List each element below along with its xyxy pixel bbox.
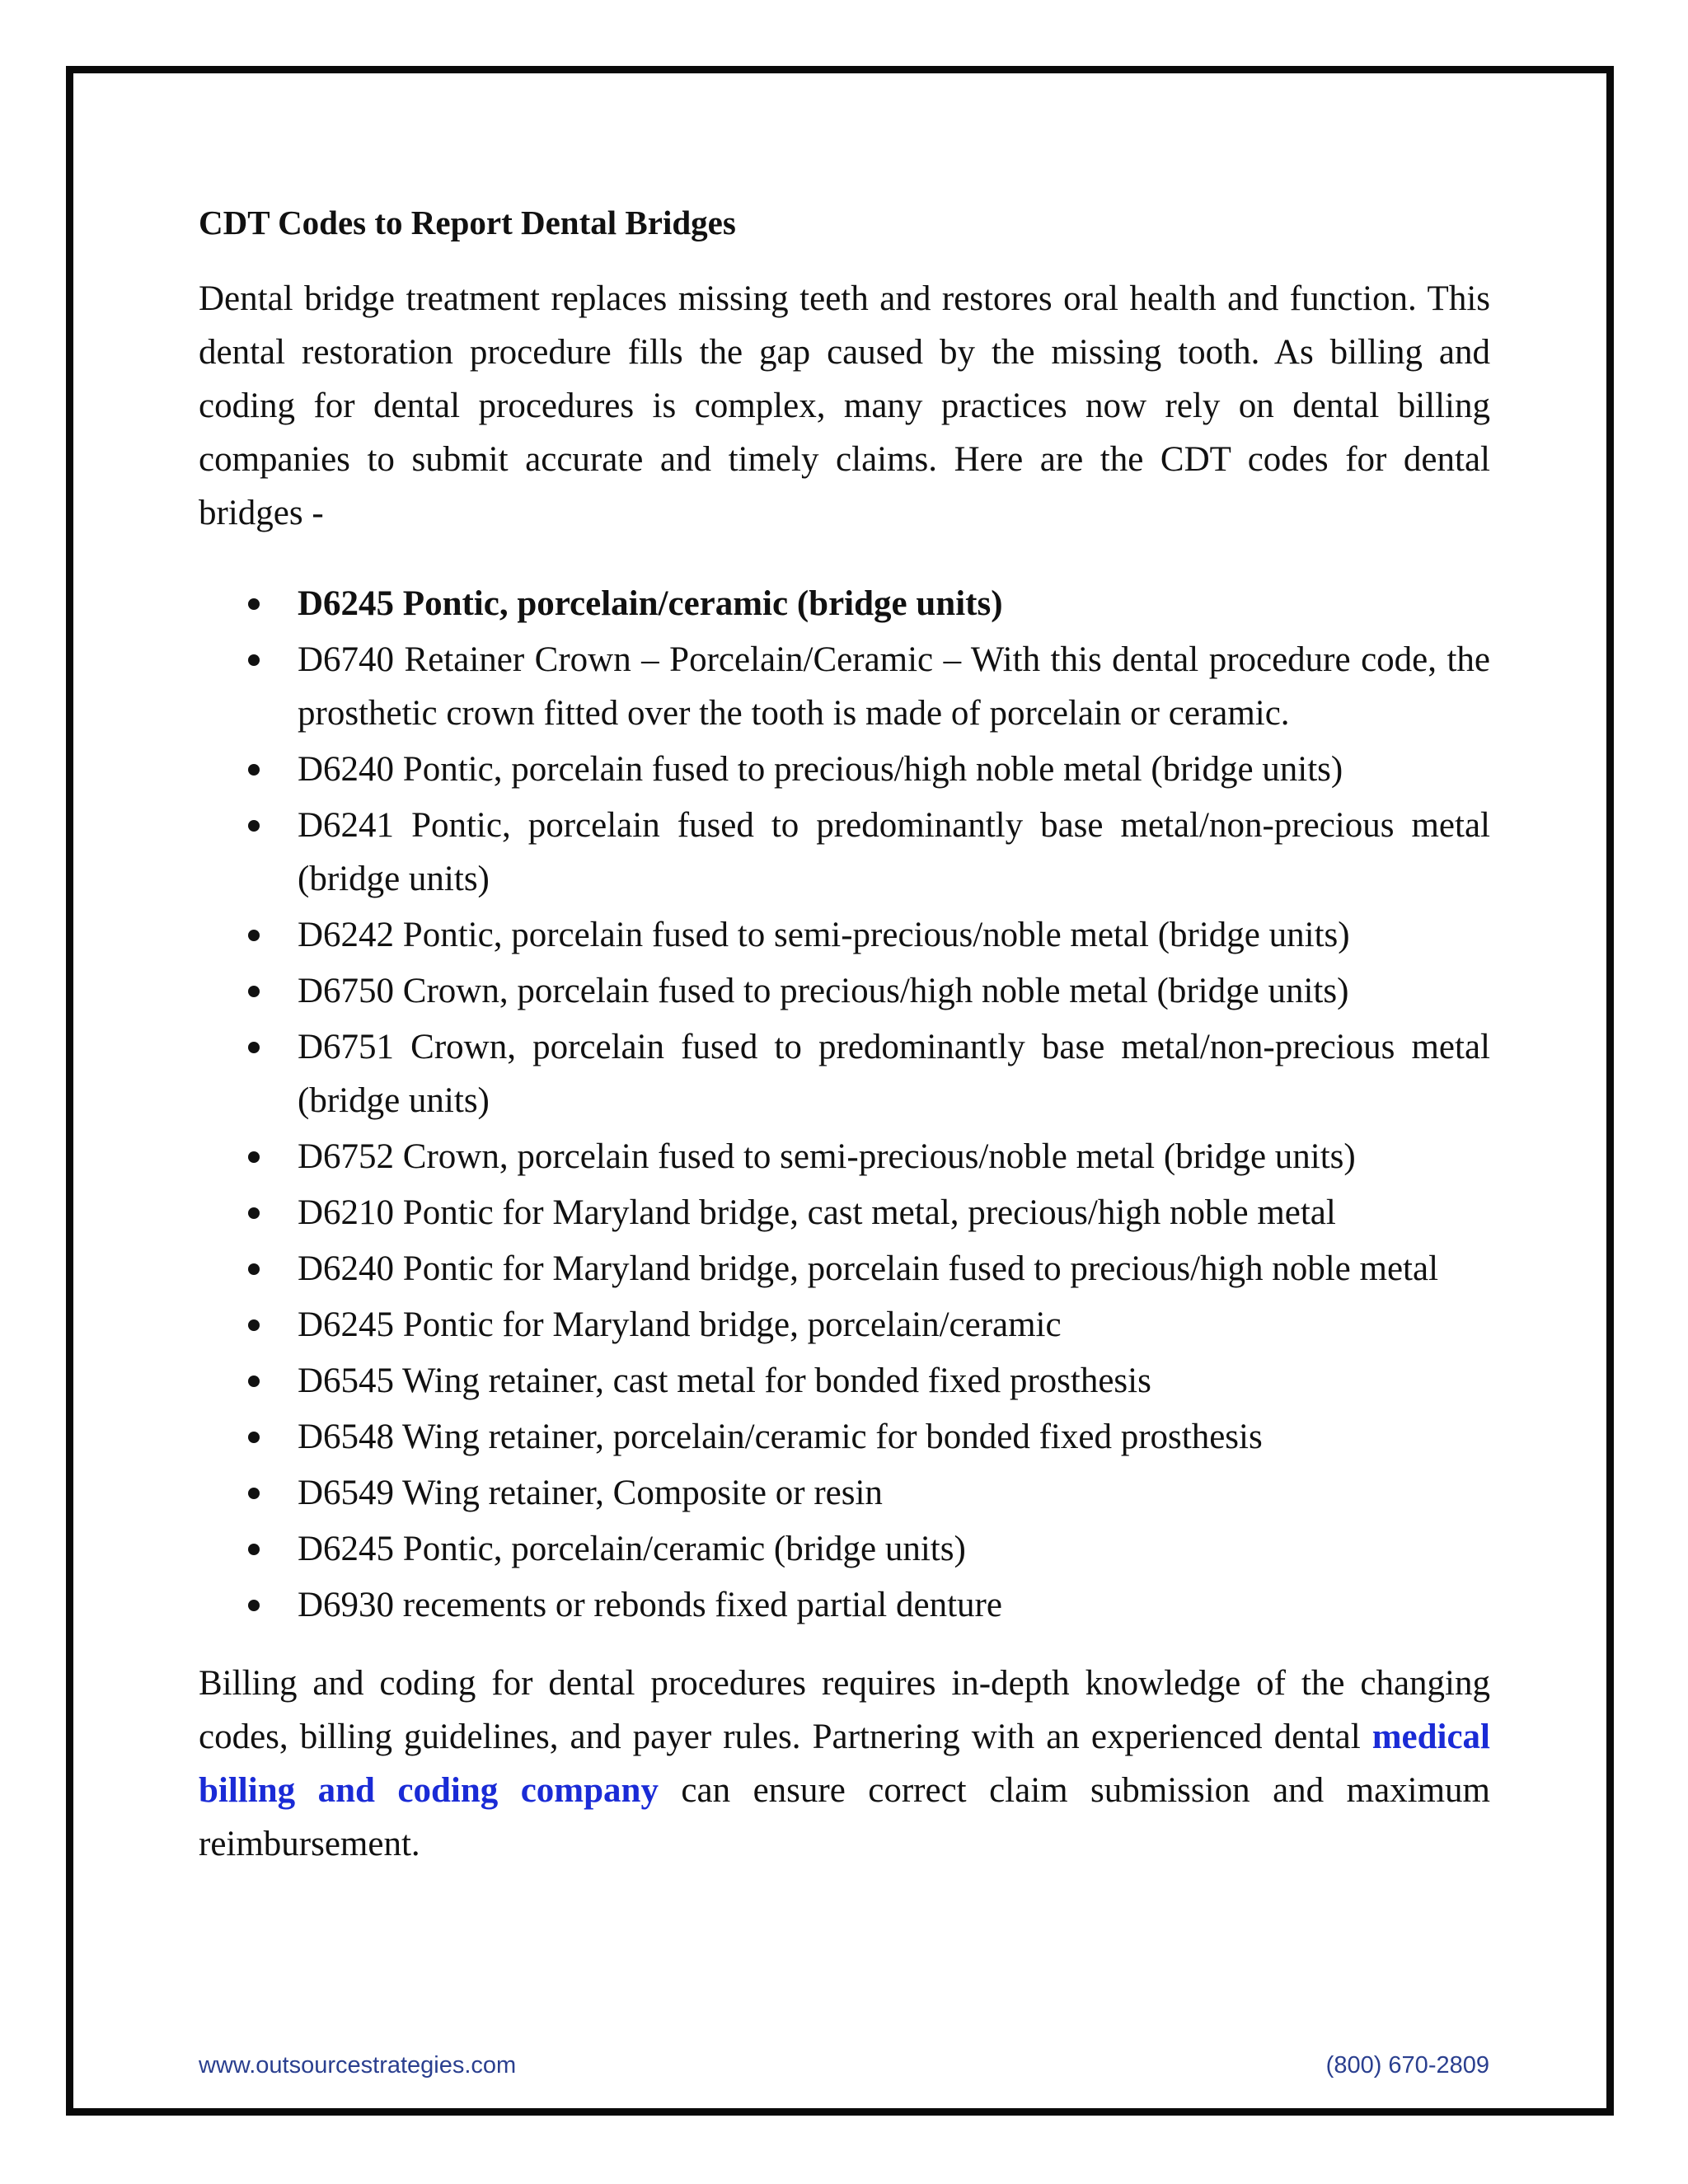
list-item (199, 1522, 1490, 1576)
list-item-text: D6245 Pontic for Maryland bridge, porcelain/ceramic (298, 1305, 1062, 1344)
list-item (199, 1298, 1490, 1352)
list-item (199, 1578, 1490, 1632)
list-item (199, 799, 1490, 906)
bullet-icon (248, 1432, 260, 1443)
document-body (199, 199, 1490, 1871)
list-item (199, 1186, 1490, 1240)
bullet-icon (248, 1263, 260, 1275)
list-item (199, 1354, 1490, 1408)
list-item (199, 964, 1490, 1018)
bullet-icon (248, 598, 260, 610)
page-title: CDT Codes to Report Dental Bridges (199, 204, 736, 241)
list-item (199, 577, 1490, 630)
list-item (199, 1242, 1490, 1296)
list-item-text: D6549 Wing retainer, Composite or resin (298, 1474, 883, 1512)
list-item-text: D6548 Wing retainer, porcelain/ceramic for bonded fixed prosthesis (298, 1418, 1263, 1456)
bullet-icon (248, 764, 260, 776)
list-item (199, 908, 1490, 962)
list-item-text: D6545 Wing retainer, cast metal for bonded fixed prosthesis (298, 1361, 1151, 1400)
bullet-icon (248, 1042, 260, 1053)
cdt-code-list (199, 577, 1490, 1632)
list-item-text: D6750 Crown, porcelain fused to precious/high noble metal (bridge units) (298, 972, 1349, 1010)
closing-text-before-link: Billing and coding for dental procedures requires in-depth knowledge of the changing codes, billing guidelines, and payer rules. Partnering with an experienced dental (199, 1664, 1490, 1756)
bullet-icon (248, 930, 260, 941)
list-item-text: D6930 recements or rebonds fixed partial denture (298, 1586, 1002, 1624)
list-item-text: D6240 Pontic for Maryland bridge, porcelain fused to precious/high noble metal (298, 1249, 1439, 1288)
list-item-text: D6245 Pontic, porcelain/ceramic (bridge units) (298, 1530, 966, 1568)
list-item (199, 743, 1490, 796)
bullet-icon (248, 1544, 260, 1555)
list-item-text: D6242 Pontic, porcelain fused to semi-precious/noble metal (bridge units) (298, 916, 1350, 954)
list-item (199, 633, 1490, 740)
list-item-text: D6751 Crown, porcelain fused to predominantly base metal/non-precious metal (bridge units) (298, 1028, 1490, 1120)
footer-website: www.outsourcestrategies.com (199, 2052, 517, 2079)
bullet-icon (248, 1151, 260, 1163)
list-item (199, 1410, 1490, 1464)
closing-paragraph (199, 1657, 1490, 1871)
bullet-icon (248, 654, 260, 666)
list-item-text: D6210 Pontic for Maryland bridge, cast metal, precious/high noble metal (298, 1193, 1336, 1232)
bullet-icon (248, 1376, 260, 1387)
list-item-text: D6752 Crown, porcelain fused to semi-precious/noble metal (bridge units) (298, 1137, 1356, 1176)
list-item-text: D6241 Pontic, porcelain fused to predominantly base metal/non-precious metal (bridge units) (298, 806, 1490, 898)
billing-company-link[interactable]: medical billing and coding company (199, 1718, 1490, 1810)
bullet-icon (248, 1319, 260, 1331)
bullet-icon (248, 986, 260, 997)
bullet-icon (248, 1600, 260, 1611)
bullet-icon (248, 1488, 260, 1499)
list-item-text: D6240 Pontic, porcelain fused to precious/high noble metal (bridge units) (298, 750, 1343, 789)
list-item (199, 1130, 1490, 1183)
bullet-icon (248, 820, 260, 832)
list-item (199, 1020, 1490, 1127)
closing-text-after-link: can ensure correct claim submission and maximum reimbursement. (199, 1771, 1490, 1863)
bullet-icon (248, 1207, 260, 1219)
intro-paragraph: Dental bridge treatment replaces missing teeth and restores oral health and function. This dental restoration procedure fills the gap caused by the missing tooth. As billing and coding for dental procedures is complex, many practices now rely on dental billing companies to submit accurate and timely claims. Here are the CDT codes for dental bridges - (199, 279, 1490, 532)
list-item-text: D6740 Retainer Crown – Porcelain/Ceramic – With this dental procedure code, the prosthetic crown fitted over the tooth is made of porcelain or ceramic. (298, 640, 1490, 733)
page-footer (199, 2050, 1489, 2080)
footer-phone: (800) 670-2809 (1325, 2052, 1489, 2079)
list-item (199, 1466, 1490, 1520)
list-item-text: D6245 Pontic, porcelain/ceramic (bridge units) (298, 584, 1003, 623)
